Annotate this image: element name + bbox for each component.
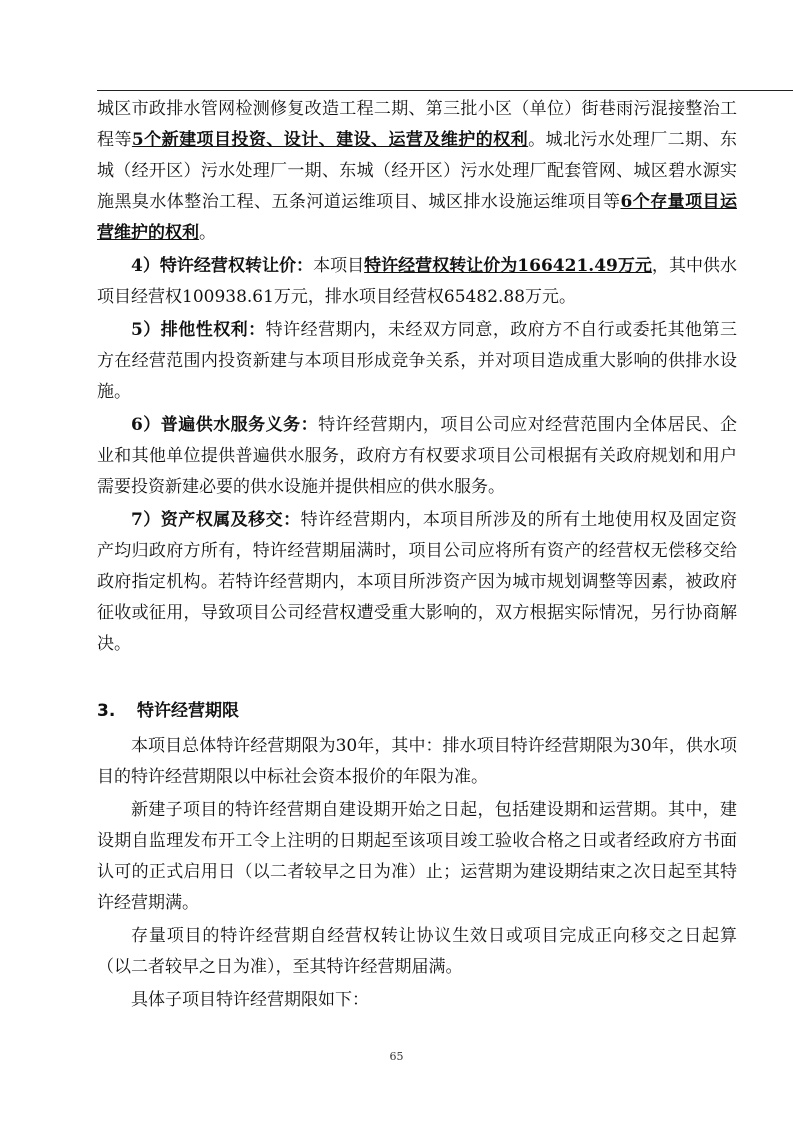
header-rule — [97, 90, 793, 91]
underlined-existing-projects: 6个存量项目运营维护的权利 — [97, 192, 737, 243]
item-label: 5）排他性权利： — [131, 320, 266, 340]
section-number: 3. — [97, 701, 116, 721]
text-segment: 特许经营期内，项目公司应对经营范围内全体居民、企业和其他单位提供普遍供水服务，政府方有权要求项目公司根据有关政府规划和用户需要投资新建必要的供水设施并提供相应的供水服务。 — [97, 415, 737, 497]
underlined-transfer-price: 特许经营权转让价为166421.49万元 — [364, 256, 652, 276]
underlined-new-projects: 5个新建项目投资、设计、建设、运营及维护的权利 — [131, 130, 529, 150]
item-label: 6）普遍供水服务义务： — [131, 415, 319, 435]
text-segment: 城区市政排水管网检测修复改造工程二期、第三批小区（单位）街巷雨污混接整治工程等 — [97, 99, 737, 150]
text-segment: 特许经营期内，未经双方同意，政府方不自行或委托其他第三方在经营范围内投资新建与本项目形成竞争关系，并对项目造成重大影响的供排水设施。 — [97, 320, 737, 402]
document-body — [97, 94, 737, 1016]
item-label: 4）特许经营权转让价： — [131, 256, 314, 276]
paragraph-overall-term: 本项目总体特许经营期限为30年，其中：排水项目特许经营期限为30年，供水项目的特许经营期限以中标社会资本报价的年限为准。 — [97, 736, 737, 787]
paragraph-exclusive-rights — [97, 315, 737, 408]
page-number: 65 — [389, 1050, 404, 1063]
paragraph-rights-scope — [97, 94, 737, 249]
paragraph-new-project-term: 新建子项目的特许经营期自建设期开始之日起，包括建设期和运营期。其中，建设期自监理发布开工令上注明的日期起至该项目竣工验收合格之日或者经政府方书面认可的正式启用日（以二者较早之日为准）止；运营期为建设期结束之次日起至其特许经营期满。 — [97, 800, 737, 913]
paragraph-term-list-intro: 具体子项目特许经营期限如下： — [131, 990, 369, 1010]
text-segment: 本项目 — [313, 256, 365, 276]
paragraph-existing-project-term: 存量项目的特许经营期自经营权转让协议生效日或项目完成正向移交之日起算（以二者较早之日为准），至其特许经营期届满。 — [97, 926, 737, 977]
paragraph-universal-service — [97, 410, 737, 503]
section-title: 特许经营期限 — [137, 701, 239, 721]
section-heading — [97, 696, 737, 727]
item-label: 7）资产权属及移交： — [131, 510, 301, 530]
text-segment: 。 — [199, 223, 216, 243]
text-segment: ，其中供水项目经营权100938.61万元，排水项目经营权65482.88万元。 — [97, 256, 738, 307]
text-segment: 。城北污水处理厂二期、东城（经开区）污水处理厂一期、东城（经开区）污水处理厂配套管网、城区碧水源实施黑臭水体整治工程、五条河道运维项目、城区排水设施运维项目等 — [97, 130, 738, 212]
paragraph-asset-ownership — [97, 505, 737, 660]
text-segment: 特许经营期内，本项目所涉及的所有土地使用权及固定资产均归政府方所有，特许经营期届满时，项目公司应将所有资产的经营权无偿移交给政府指定机构。若特许经营期内，本项目所涉资产因为城市规划调整等因素，被政府征收或征用，导致项目公司经营权遭受重大影响的，双方根据实际情况，另行协商解决。 — [97, 510, 737, 654]
paragraph-transfer-price — [97, 251, 737, 313]
